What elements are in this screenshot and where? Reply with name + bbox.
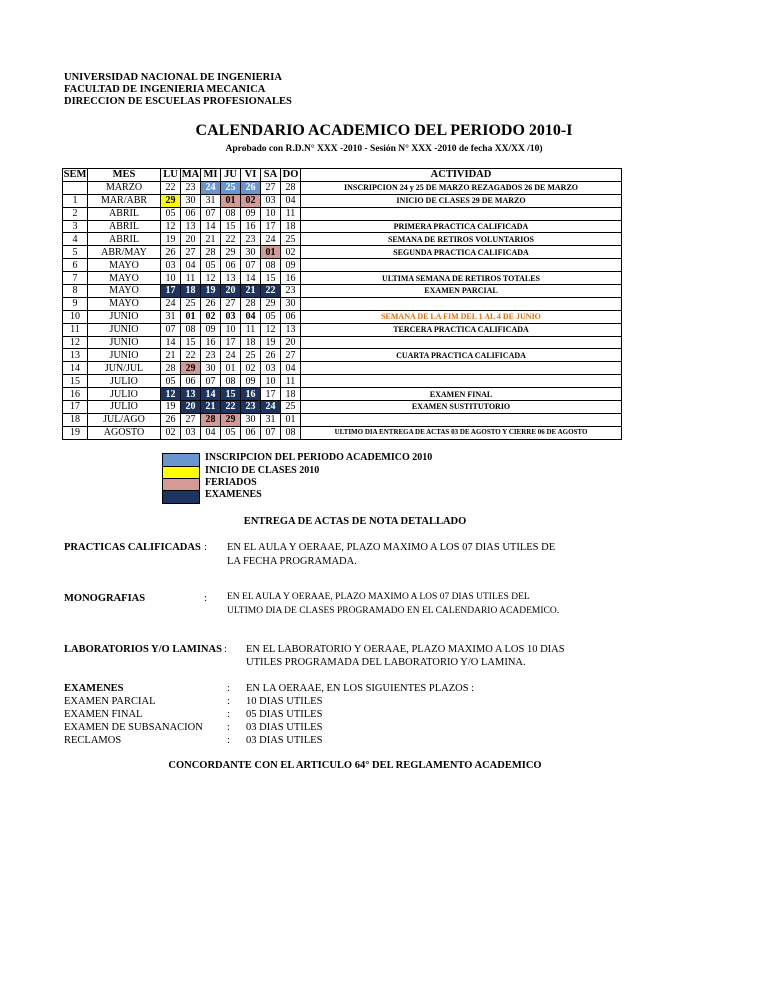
day-cell-ju: 25 [221,181,241,194]
day-cell-lu: 14 [161,336,181,349]
day-cell-sa: 12 [261,323,281,336]
sem-cell: 5 [63,246,88,259]
day-cell-mi: 07 [201,207,221,220]
day-cell-sa: 01 [261,246,281,259]
actividad-cell: INICIO DE CLASES 29 DE MARZO [301,194,622,207]
day-cell-sa: 26 [261,349,281,362]
day-cell-sa: 03 [261,362,281,375]
day-cell-sa: 22 [261,285,281,298]
plazo-colon: : [227,709,230,720]
day-cell-do: 18 [281,388,301,401]
header-sem: SEM [63,169,87,181]
sem-cell: 14 [63,362,88,375]
day-cell-ma: 08 [181,323,201,336]
day-cell-lu: 29 [161,194,181,207]
sem-cell: 8 [63,285,88,298]
day-cell-ju: 22 [221,233,241,246]
practicas-text-line1: EN EL AULA Y OERAAE, PLAZO MAXIMO A LOS 07 DIAS UTILES DE [227,542,556,553]
monografias-text-line2: ULTIMO DIA DE CLASES PROGRAMADO EN EL CALENDARIO ACADEMICO. [227,606,560,616]
sem-cell: 11 [63,323,88,336]
table-row [63,297,622,310]
plazo-label: EXAMEN DE SUBSANACION [64,722,203,733]
day-cell-ma: 30 [181,194,201,207]
day-cell-lu: 31 [161,310,181,323]
actividad-cell: SEMANA DE RETIROS VOLUNTARIOS [301,233,622,246]
examenes-colon: : [227,683,230,694]
day-cell-vi: 11 [241,323,261,336]
day-cell-ma: 20 [181,401,201,414]
day-cell-sa: 17 [261,388,281,401]
day-cell-vi: 25 [241,349,261,362]
day-cell-lu: 21 [161,349,181,362]
table-row [63,233,622,246]
day-cell-vi: 28 [241,297,261,310]
day-cell-mi: 31 [201,194,221,207]
header-sa: SA [261,169,281,182]
day-cell-ju: 27 [221,297,241,310]
sem-cell: 1 [63,194,88,207]
sem-cell: 17 [63,401,88,414]
day-cell-mi: 07 [201,375,221,388]
day-cell-do: 16 [281,272,301,285]
mes-cell: MAYO [88,272,161,285]
monografias-colon: : [204,593,207,604]
header-ju: JU [221,169,241,182]
day-cell-do: 25 [281,401,301,414]
day-cell-vi: 09 [241,375,261,388]
examenes-label: EXAMENES [64,683,124,694]
mes-cell: MARZO [88,181,161,194]
day-cell-ma: 27 [181,413,201,426]
day-cell-sa: 29 [261,297,281,310]
actividad-cell [301,413,622,426]
actividad-cell: EXAMEN FINAL [301,388,622,401]
day-cell-vi: 18 [241,336,261,349]
day-cell-lu: 03 [161,259,181,272]
day-cell-do: 04 [281,194,301,207]
monografias-label: MONOGRAFIAS [64,593,146,604]
day-cell-lu: 28 [161,362,181,375]
header-mi: MI [201,169,221,182]
sem-cell: 18 [63,413,88,426]
day-cell-mi: 02 [201,310,221,323]
calendar-table [62,168,622,440]
mes-cell: JUNIO [88,323,161,336]
day-cell-lu: 17 [161,285,181,298]
day-cell-ma: 04 [181,259,201,272]
day-cell-do: 06 [281,310,301,323]
day-cell-lu: 12 [161,388,181,401]
legend-swatch-examenes [162,490,200,504]
actividad-cell: ULTIMO DIA ENTREGA DE ACTAS 03 DE AGOSTO Y CIERRE 06 DE AGOSTO [301,426,622,439]
sem-cell: 12 [63,336,88,349]
page-subtitle: Aprobado con R.D.N° XXX -2010 - Sesión N° XXX -2010 de fecha XX/XX /10) [225,144,543,154]
day-cell-lu: 05 [161,207,181,220]
day-cell-ju: 17 [221,336,241,349]
day-cell-ma: 13 [181,220,201,233]
actividad-cell: TERCERA PRACTICA CALIFICADA [301,323,622,336]
sem-cell: 7 [63,272,88,285]
table-row [63,207,622,220]
table-row [63,323,622,336]
mes-cell: JUN/JUL [88,362,161,375]
mes-cell: JUNIO [88,349,161,362]
day-cell-do: 08 [281,426,301,439]
mes-cell: JUNIO [88,310,161,323]
day-cell-do: 02 [281,246,301,259]
day-cell-mi: 30 [201,362,221,375]
day-cell-ju: 29 [221,413,241,426]
legend-label-inscripcion: INSCRIPCION DEL PERIODO ACADEMICO 2010 [205,452,433,463]
table-row [63,272,622,285]
day-cell-lu: 26 [161,413,181,426]
plazo-value: 05 DIAS UTILES [246,709,323,720]
sem-cell: 10 [63,310,88,323]
day-cell-do: 25 [281,233,301,246]
day-cell-mi: 04 [201,426,221,439]
day-cell-vi: 04 [241,310,261,323]
header-mes: MES [88,169,161,182]
laboratorios-label: LABORATORIOS Y/O LAMINAS [64,644,222,655]
table-row [63,375,622,388]
table-row [63,388,622,401]
actividad-cell: SEGUNDA PRACTICA CALIFICADA [301,246,622,259]
mes-cell: MAYO [88,297,161,310]
table-row [63,259,622,272]
day-cell-vi: 23 [241,233,261,246]
day-cell-lu: 19 [161,401,181,414]
day-cell-ju: 24 [221,349,241,362]
sem-cell: 9 [63,297,88,310]
day-cell-lu: 24 [161,297,181,310]
sem-cell: 19 [63,426,88,439]
mes-cell: JULIO [88,401,161,414]
day-cell-do: 23 [281,285,301,298]
day-cell-ma: 29 [181,362,201,375]
day-cell-mi: 26 [201,297,221,310]
sem-cell [63,181,88,194]
mes-cell: JULIO [88,388,161,401]
mes-cell: MAYO [88,259,161,272]
practicas-colon: : [204,542,207,553]
actividad-cell [301,375,622,388]
table-row [63,336,622,349]
university-name: UNIVERSIDAD NACIONAL DE INGENIERIA [64,72,282,83]
day-cell-sa: 15 [261,272,281,285]
monografias-text-line1: EN EL AULA Y OERAAE, PLAZO MAXIMO A LOS 07 DIAS UTILES DEL [227,592,530,602]
day-cell-ju: 13 [221,272,241,285]
sem-cell: 15 [63,375,88,388]
legend-label-inicio: INICIO DE CLASES 2010 [205,465,320,476]
day-cell-ju: 06 [221,259,241,272]
actividad-cell: INSCRIPCION 24 y 25 DE MARZO REZAGADOS 26 DE MARZO [301,181,622,194]
day-cell-ma: 06 [181,207,201,220]
entrega-title: ENTREGA DE ACTAS DE NOTA DETALLADO [243,516,467,527]
day-cell-vi: 14 [241,272,261,285]
header-vi: VI [241,169,261,182]
day-cell-vi: 26 [241,181,261,194]
day-cell-vi: 09 [241,207,261,220]
plazo-value: 03 DIAS UTILES [246,722,323,733]
day-cell-do: 18 [281,220,301,233]
day-cell-vi: 16 [241,388,261,401]
day-cell-mi: 28 [201,246,221,259]
actividad-cell [301,207,622,220]
day-cell-ma: 27 [181,246,201,259]
day-cell-ma: 25 [181,297,201,310]
header-actividad: ACTIVIDAD [301,169,622,182]
day-cell-ma: 15 [181,336,201,349]
sem-cell: 4 [63,233,88,246]
day-cell-ju: 15 [221,388,241,401]
actividad-cell: ULTIMA SEMANA DE RETIROS TOTALES [301,272,622,285]
legend-swatch-inscripcion [162,453,200,467]
plazo-colon: : [227,735,230,746]
day-cell-lu: 10 [161,272,181,285]
laboratorios-text-line2: UTILES PROGRAMADA DEL LABORATORIO Y/O LAMINA. [246,657,526,668]
table-row [63,194,622,207]
sem-cell: 6 [63,259,88,272]
day-cell-lu: 12 [161,220,181,233]
table-header-row [63,169,622,182]
table-row [63,310,622,323]
plazo-colon: : [227,696,230,707]
day-cell-vi: 07 [241,259,261,272]
day-cell-do: 01 [281,413,301,426]
day-cell-mi: 09 [201,323,221,336]
examenes-text: EN LA OERAAE, EN LOS SIGUIENTES PLAZOS : [246,683,475,694]
day-cell-lu: 05 [161,375,181,388]
practicas-label: PRACTICAS CALIFICADAS [64,542,201,553]
day-cell-vi: 21 [241,285,261,298]
table-row [63,349,622,362]
plazo-label: EXAMEN PARCIAL [64,696,156,707]
day-cell-mi: 24 [201,181,221,194]
day-cell-ju: 08 [221,207,241,220]
day-cell-sa: 07 [261,426,281,439]
actividad-cell: CUARTA PRACTICA CALIFICADA [301,349,622,362]
day-cell-mi: 14 [201,220,221,233]
laboratorios-text-line1: EN EL LABORATORIO Y OERAAE, PLAZO MAXIMO A LOS 10 DIAS [246,644,565,655]
day-cell-vi: 30 [241,413,261,426]
plazo-value: 10 DIAS UTILES [246,696,323,707]
day-cell-sa: 05 [261,310,281,323]
mes-cell: MAYO [88,285,161,298]
table-row [63,426,622,439]
page-title: CALENDARIO ACADEMICO DEL PERIODO 2010-I [195,122,573,139]
day-cell-mi: 12 [201,272,221,285]
mes-cell: JUNIO [88,336,161,349]
day-cell-ju: 08 [221,375,241,388]
day-cell-do: 30 [281,297,301,310]
table-row [63,246,622,259]
practicas-text-line2: LA FECHA PROGRAMADA. [227,556,357,567]
table-row [63,401,622,414]
actividad-cell: SEMANA DE LA FIM DEL 1 AL 4 DE JUNIO [301,310,622,323]
day-cell-vi: 06 [241,426,261,439]
day-cell-mi: 21 [201,401,221,414]
day-cell-sa: 10 [261,207,281,220]
day-cell-do: 04 [281,362,301,375]
day-cell-ju: 01 [221,362,241,375]
sem-cell: 2 [63,207,88,220]
table-row [63,220,622,233]
day-cell-ju: 29 [221,246,241,259]
day-cell-vi: 02 [241,194,261,207]
day-cell-sa: 24 [261,233,281,246]
plazo-label: EXAMEN FINAL [64,709,143,720]
plazo-label: RECLAMOS [64,735,122,746]
day-cell-ma: 13 [181,388,201,401]
day-cell-ma: 11 [181,272,201,285]
actividad-cell [301,362,622,375]
mes-cell: ABRIL [88,220,161,233]
actividad-cell [301,259,622,272]
day-cell-vi: 16 [241,220,261,233]
header-lu: LU [161,169,181,182]
table-row [63,413,622,426]
day-cell-ma: 23 [181,181,201,194]
day-cell-lu: 22 [161,181,181,194]
table-row [63,362,622,375]
day-cell-vi: 23 [241,401,261,414]
day-cell-do: 13 [281,323,301,336]
day-cell-ma: 01 [181,310,201,323]
day-cell-do: 28 [281,181,301,194]
day-cell-ju: 03 [221,310,241,323]
sem-cell: 3 [63,220,88,233]
day-cell-mi: 23 [201,349,221,362]
day-cell-ju: 22 [221,401,241,414]
day-cell-ma: 20 [181,233,201,246]
direction-name: DIRECCION DE ESCUELAS PROFESIONALES [64,96,292,107]
day-cell-mi: 14 [201,388,221,401]
day-cell-lu: 07 [161,323,181,336]
legend-label-feriados: FERIADOS [205,477,257,488]
day-cell-ju: 01 [221,194,241,207]
day-cell-do: 11 [281,375,301,388]
day-cell-sa: 24 [261,401,281,414]
day-cell-ju: 15 [221,220,241,233]
day-cell-sa: 19 [261,336,281,349]
day-cell-ma: 06 [181,375,201,388]
mes-cell: MAR/ABR [88,194,161,207]
mes-cell: ABRIL [88,233,161,246]
day-cell-lu: 26 [161,246,181,259]
mes-cell: ABR/MAY [88,246,161,259]
day-cell-lu: 02 [161,426,181,439]
day-cell-ma: 03 [181,426,201,439]
day-cell-mi: 19 [201,285,221,298]
footer-note: CONCORDANTE CON EL ARTICULO 64° DEL REGLAMENTO ACADEMICO [168,760,542,771]
day-cell-vi: 30 [241,246,261,259]
day-cell-do: 27 [281,349,301,362]
header-do: DO [281,169,301,182]
table-row [63,285,622,298]
day-cell-mi: 16 [201,336,221,349]
day-cell-ju: 05 [221,426,241,439]
day-cell-vi: 02 [241,362,261,375]
day-cell-sa: 27 [261,181,281,194]
laboratorios-colon: : [224,644,227,655]
day-cell-mi: 05 [201,259,221,272]
actividad-cell: EXAMEN SUSTITUTORIO [301,401,622,414]
day-cell-do: 20 [281,336,301,349]
mes-cell: JUL/AGO [88,413,161,426]
actividad-cell: PRIMERA PRACTICA CALIFICADA [301,220,622,233]
day-cell-ma: 22 [181,349,201,362]
day-cell-mi: 21 [201,233,221,246]
mes-cell: ABRIL [88,207,161,220]
actividad-cell [301,297,622,310]
sem-cell: 13 [63,349,88,362]
day-cell-lu: 19 [161,233,181,246]
day-cell-sa: 03 [261,194,281,207]
day-cell-ju: 10 [221,323,241,336]
plazo-value: 03 DIAS UTILES [246,735,323,746]
day-cell-mi: 28 [201,413,221,426]
day-cell-sa: 17 [261,220,281,233]
mes-cell: AGOSTO [88,426,161,439]
day-cell-sa: 08 [261,259,281,272]
actividad-cell: EXAMEN PARCIAL [301,285,622,298]
day-cell-sa: 10 [261,375,281,388]
day-cell-ju: 20 [221,285,241,298]
mes-cell: JULIO [88,375,161,388]
faculty-name: FACULTAD DE INGENIERIA MECANICA [64,84,266,95]
header-ma: MA [181,169,200,181]
table-row [63,181,622,194]
plazo-colon: : [227,722,230,733]
day-cell-ma: 18 [181,285,201,298]
legend-label-examenes: EXAMENES [205,489,262,500]
day-cell-do: 11 [281,207,301,220]
day-cell-sa: 31 [261,413,281,426]
sem-cell: 16 [63,388,88,401]
actividad-cell [301,336,622,349]
day-cell-do: 09 [281,259,301,272]
